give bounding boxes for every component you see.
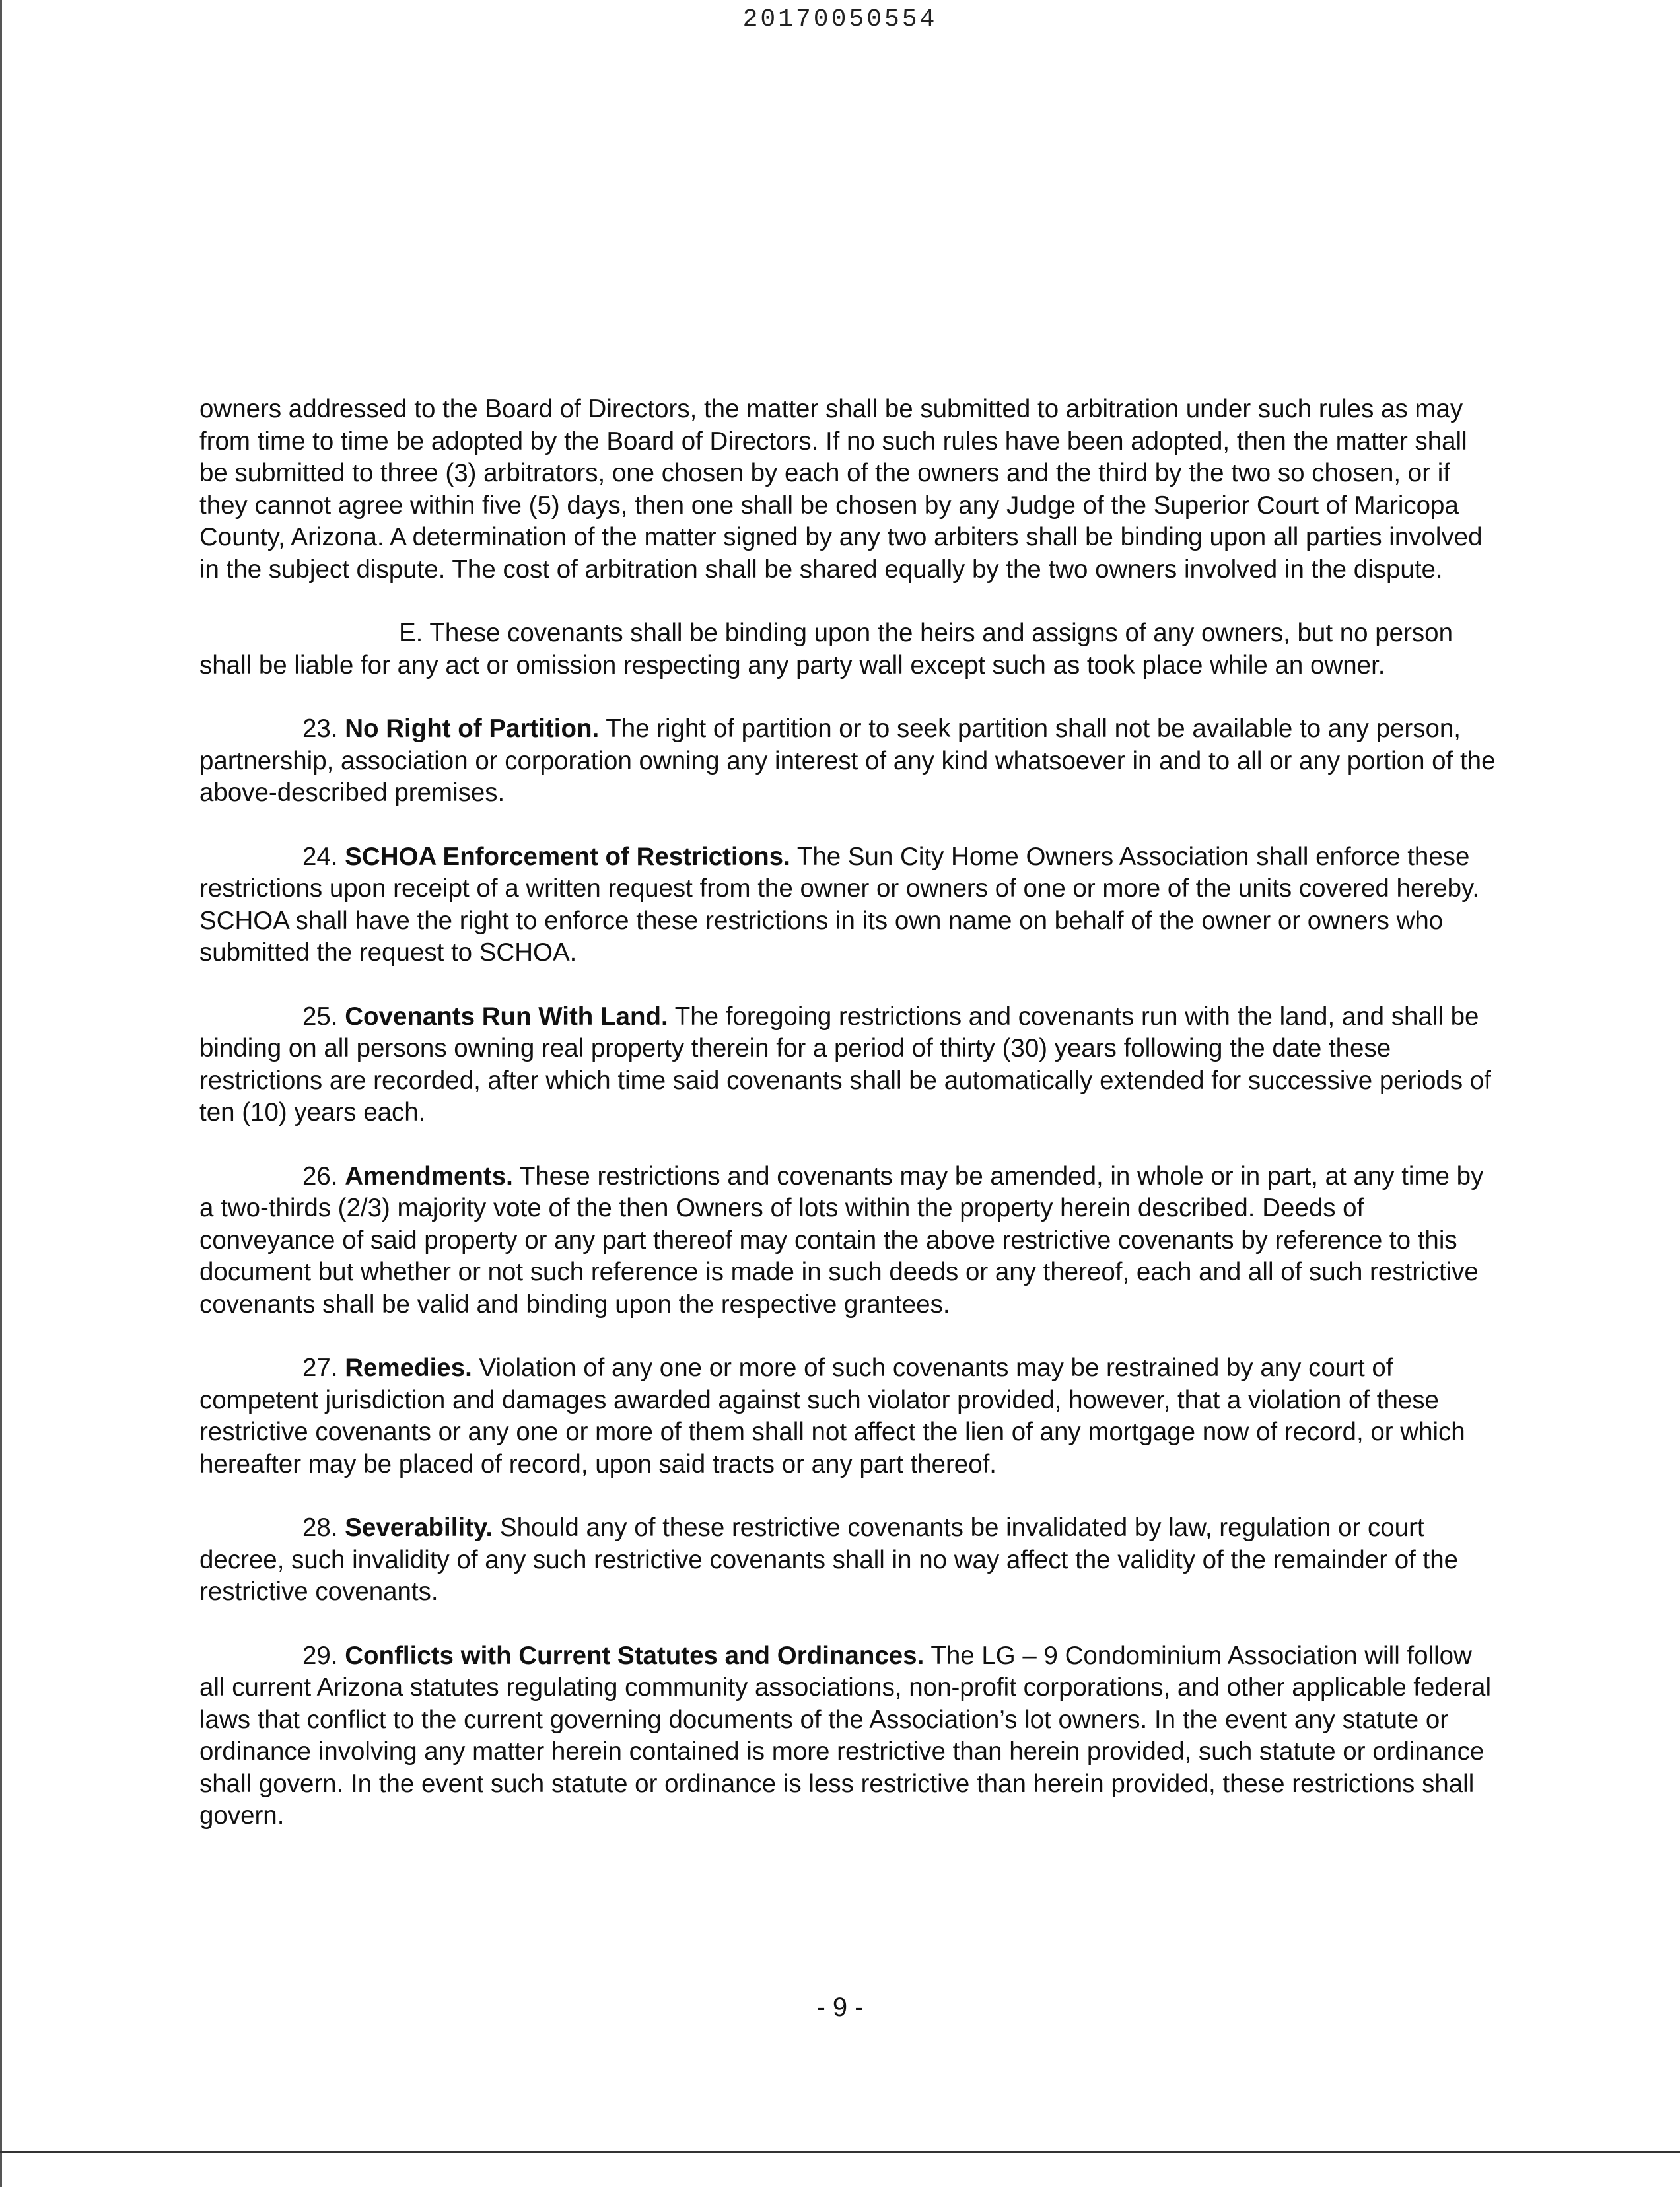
scan-edge: [0, 0, 2, 2187]
document-body: [199, 394, 1497, 1864]
section-27: [199, 1352, 1497, 1480]
section-number: 24.: [302, 842, 338, 871]
section-29: [199, 1640, 1497, 1832]
section-heading: Amendments.: [345, 1162, 513, 1191]
section-23: [199, 713, 1497, 810]
section-25: [199, 1001, 1497, 1129]
section-number: 29.: [302, 1641, 338, 1670]
section-24: [199, 841, 1497, 969]
section-heading: Remedies.: [345, 1354, 472, 1382]
recording-number: 20170050554: [742, 5, 938, 34]
subsection-e: [199, 617, 1497, 681]
section-number: 25.: [302, 1002, 338, 1031]
subsection-label: E.: [399, 619, 423, 647]
continuation-paragraph: owners addressed to the Board of Directors, the matter shall be submitted to arbitration under such rules as may from time to time be adopted by the Board of Directors. If no such rules have been adopted, then the matter shall be submitted to three (3) arbitrators, one chosen by each of the owners and the third by the two so chosen, or if they cannot agree within five (5) days, then one shall be chosen by any Judge of the Superior Court of Maricopa County, Arizona. A determination of the matter signed by any two arbiters shall be binding upon all parties involved in the subject dispute. The cost of arbitration shall be shared equally by the two owners involved in the dispute.: [199, 395, 1483, 584]
page-number: - 9 -: [816, 1993, 864, 2022]
bottom-rule: [0, 2151, 1680, 2153]
section-heading: Conflicts with Current Statutes and Ordinances.: [345, 1641, 925, 1670]
section-heading: No Right of Partition.: [345, 714, 600, 743]
section-text: Should any of these restrictive covenants be invalidated by law, regulation or court decree, such invalidity of any such restrictive covenants shall in no way affect the validity of the remainder of the restrictive covenants.: [199, 1513, 1459, 1606]
section-heading: Severability.: [345, 1513, 493, 1542]
section-number: 26.: [302, 1162, 338, 1191]
section-number: 27.: [302, 1354, 338, 1382]
section-text: The right of partition or to seek partition shall not be available to any person, partnership, association or corporation owning any interest of any kind whatsoever in and to all or any portion of the above-described premises.: [199, 714, 1496, 807]
section-28: [199, 1512, 1497, 1609]
section-text: Violation of any one or more of such covenants may be restrained by any court of competent jurisdiction and damages awarded against such violator provided, however, that a violation of these restrictive covenants or any one or more of them shall not affect the lien of any mortgage now of record, or which hereafter may be placed of record, upon said tracts or any part thereof.: [199, 1354, 1465, 1478]
section-heading: Covenants Run With Land.: [345, 1002, 668, 1031]
section-text: The foregoing restrictions and covenants run with the land, and shall be binding on all persons owning real property therein for a period of thirty (30) years following the date these restrictions are recorded, after which time said covenants shall be automatically extended for successive periods of ten (10) years each.: [199, 1002, 1491, 1127]
subsection-text: These covenants shall be binding upon the heirs and assigns of any owners, but no person shall be liable for any act or omission respecting any party wall except such as took place while an owner.: [199, 619, 1453, 679]
section-text: The Sun City Home Owners Association shall enforce these restrictions upon receipt of a written request from the owner or owners of one or more of the units covered hereby. SCHOA shall have the right to enforce these restrictions in its own name on behalf of the owner or owners who submitted the request to SCHOA.: [199, 842, 1480, 967]
section-number: 28.: [302, 1513, 338, 1542]
section-26: [199, 1161, 1497, 1321]
section-heading: SCHOA Enforcement of Restrictions.: [345, 842, 790, 871]
section-number: 23.: [302, 714, 338, 743]
section-text: The LG – 9 Condominium Association will follow all current Arizona statutes regulating community associations, non-profit corporations, and other applicable federal laws that conflict to the current governing documents of the Association’s lot owners. In the event any statute or ordinance involving any matter herein contained is more restrictive than herein provided, such statute or ordinance shall govern. In the event such statute or ordinance is less restrictive than herein provided, these restrictions shall govern.: [199, 1641, 1492, 1830]
section-text: These restrictions and covenants may be amended, in whole or in part, at any time by a two-thirds (2/3) majority vote of the then Owners of lots within the property herein described. Deeds of conveyance of said property or any part thereof may contain the above restrictive covenants by reference to this document but whether or not such reference is made in such deeds or any thereof, each and all of such restrictive covenants shall be valid and binding upon the respective grantees.: [199, 1162, 1484, 1319]
